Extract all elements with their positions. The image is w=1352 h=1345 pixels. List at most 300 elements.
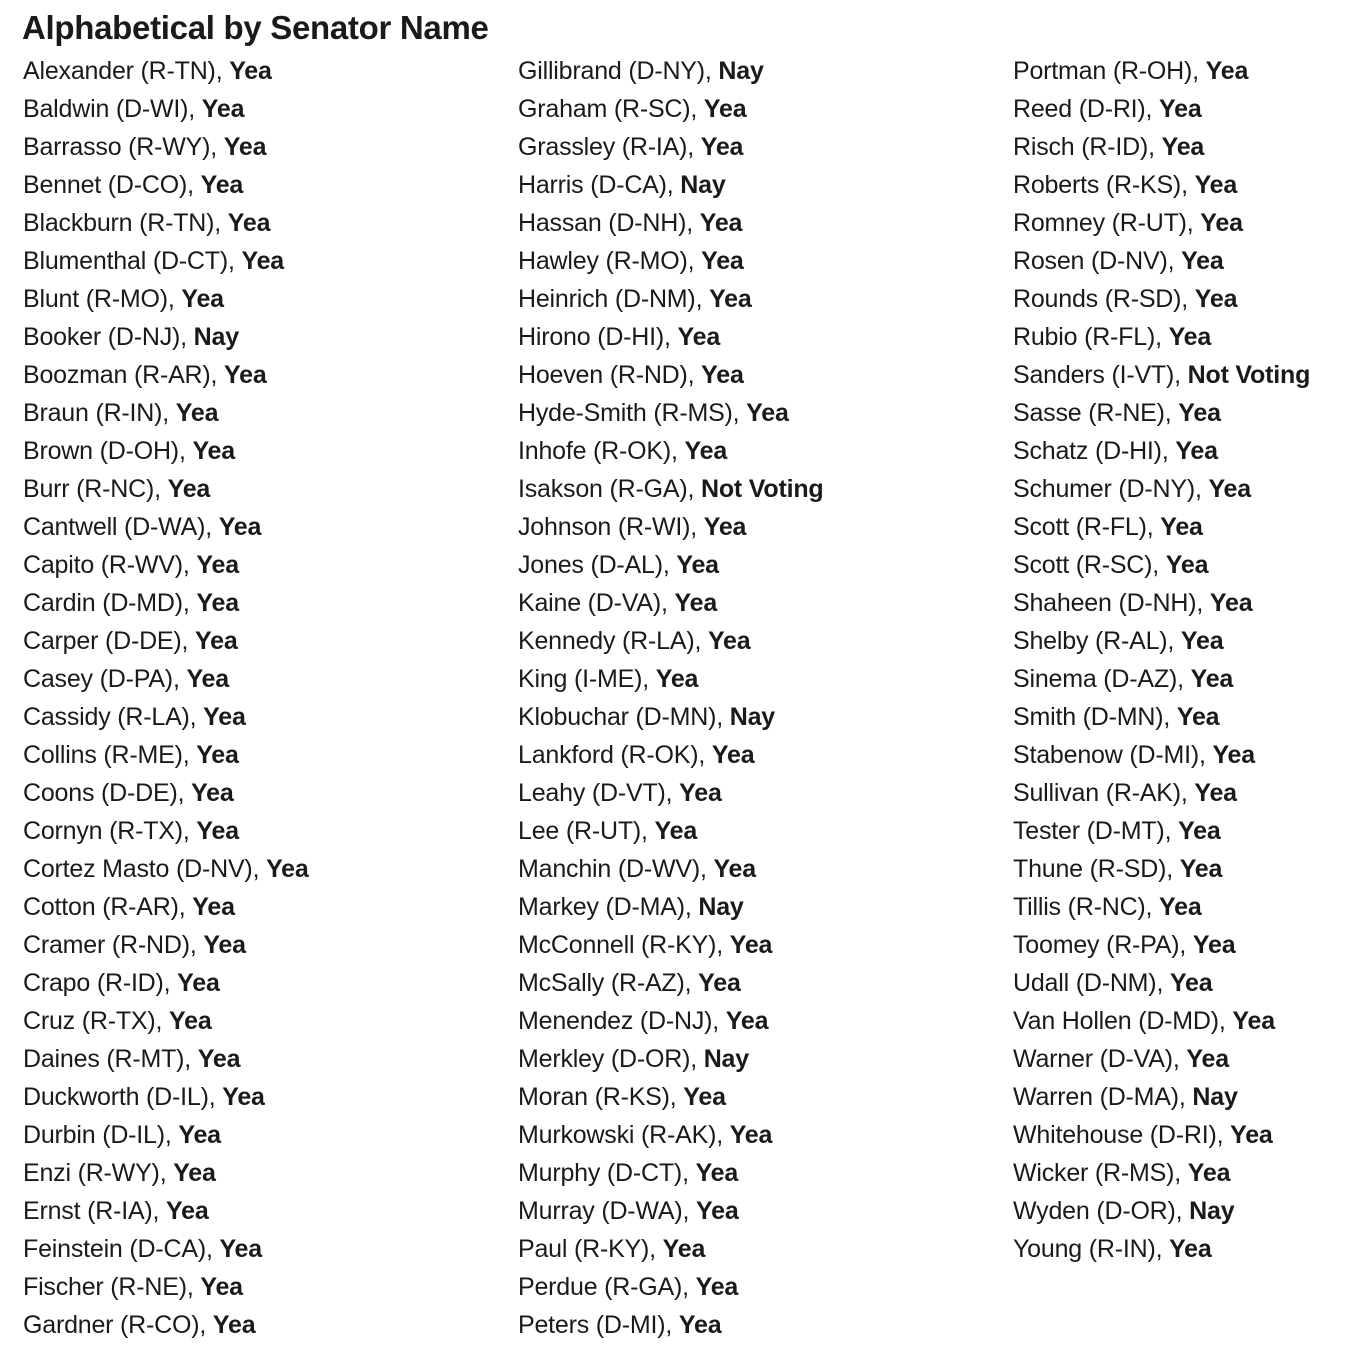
senator-entry [1013,926,1310,964]
senator-entry [1013,1040,1310,1078]
senator-name: Booker (D-NJ) [23,323,181,351]
senator-name: Carper (D-DE) [23,627,182,655]
vote-value: Yea [662,1235,706,1263]
entry-separator: , [716,703,730,731]
vote-value: Nay [193,323,239,351]
senator-name: Thune (R-SD) [1013,855,1167,883]
senator-name: Baldwin (D-WI) [23,95,189,123]
vote-value: Yea [700,133,744,161]
senator-column-1 [23,52,309,1344]
entry-separator: , [682,1197,697,1225]
senator-name: Moran (R-KS) [518,1083,670,1111]
senator-entry [518,1154,823,1192]
senator-name: Cantwell (D-WA) [23,513,206,541]
entry-separator: , [698,741,712,769]
senator-entry [23,90,309,128]
entry-separator: , [186,1273,201,1301]
senator-entry [1013,432,1310,470]
senator-entry [1013,1230,1310,1268]
senator-name: Schatz (D-HI) [1013,437,1162,465]
entry-separator: , [1167,247,1182,275]
senator-name: Alexander (R-TN) [23,57,216,85]
vote-value: Yea [1178,399,1221,427]
senator-name: Murray (D-WA) [518,1197,683,1225]
entry-separator: , [1161,437,1176,465]
vote-value: Yea [1192,931,1236,959]
senator-entry [518,1002,823,1040]
senator-entry [1013,1078,1310,1116]
senator-name: Rubio (R-FL) [1013,323,1156,351]
senator-entry [518,1230,823,1268]
entry-separator: , [699,855,714,883]
vote-value: Nay [729,703,775,731]
vote-value: Yea [177,969,220,997]
vote-value: Yea [713,855,756,883]
senator-name: Kennedy (R-LA) [518,627,695,655]
vote-value: Yea [191,779,234,807]
senator-name: Cassidy (R-LA) [23,703,190,731]
vote-value: Yea [1187,1159,1231,1187]
entry-separator: , [1164,817,1179,845]
vote-value: Yea [1169,1235,1212,1263]
senator-entry [23,356,309,394]
senator-entry [518,394,823,432]
vote-value: Yea [167,475,211,503]
senator-name: Blackburn (R-TN) [23,209,215,237]
senator-entry [518,850,823,888]
vote-value: Yea [1169,969,1213,997]
senator-name: Fischer (R-NE) [23,1273,187,1301]
senator-name: Blumenthal (D-CT) [23,247,228,275]
vote-value: Yea [218,513,262,541]
entry-separator: , [665,779,680,807]
vote-value: Yea [219,1235,262,1263]
entry-separator: , [1192,57,1206,85]
entry-separator: , [181,627,196,655]
vote-value: Yea [200,1273,243,1301]
senator-entry [518,90,823,128]
entry-separator: , [152,1197,167,1225]
entry-separator: , [227,247,242,275]
vote-value: Yea [1161,133,1205,161]
senator-entry [23,52,309,90]
vote-value: Yea [196,741,239,769]
vote-value: Yea [203,703,246,731]
entry-separator: , [642,665,656,693]
entry-separator: , [210,361,225,389]
entry-separator: , [205,513,219,541]
senator-entry [1013,52,1310,90]
entry-separator: , [1156,969,1170,997]
entry-separator: , [1145,95,1160,123]
entry-separator: , [695,285,710,313]
senator-entry [23,888,309,926]
vote-value: Yea [173,1159,216,1187]
vote-value: Yea [674,589,718,617]
senator-name: Daines (R-MT) [23,1045,185,1073]
senator-name: Casey (D-PA) [23,665,173,693]
senator-entry [23,1078,309,1116]
senator-name: Johnson (R-WI) [518,513,691,541]
entry-separator: , [662,551,677,579]
senator-name: Tillis (R-NC) [1013,893,1146,921]
entry-separator: , [664,323,678,351]
senator-name: Sinema (D-AZ) [1013,665,1178,693]
entry-separator: , [1196,589,1210,617]
senator-entry [23,546,309,584]
senator-entry [518,1306,823,1344]
entry-separator: , [682,1159,696,1187]
senator-name: Harris (D-CA) [518,171,667,199]
vote-value: Yea [197,1045,241,1073]
senator-entry [23,508,309,546]
vote-value: Yea [186,665,229,693]
senator-entry [1013,888,1310,926]
entry-separator: , [187,171,201,199]
senator-name: Sanders (I-VT) [1013,361,1175,389]
senator-name: Durbin (D-IL) [23,1121,165,1149]
vote-value: Yea [1168,323,1212,351]
senator-name: Capito (R-WV) [23,551,183,579]
vote-value: Yea [166,1197,209,1225]
entry-separator: , [1164,399,1179,427]
senator-name: Markey (D-MA) [518,893,685,921]
entry-separator: , [687,361,702,389]
vote-value: Yea [1209,589,1253,617]
senator-entry [518,52,823,90]
senator-entry [518,660,823,698]
entry-separator: , [1186,209,1201,237]
senator-entry [23,1268,309,1306]
entry-separator: , [154,475,168,503]
senator-name: Barrasso (R-WY) [23,133,211,161]
senator-entry [23,736,309,774]
entry-separator: , [189,931,204,959]
vote-value: Yea [1159,95,1202,123]
senator-entry [518,774,823,812]
senator-entry [1013,242,1310,280]
senator-entry [518,242,823,280]
senator-entry [518,356,823,394]
vote-value: Yea [683,1083,726,1111]
vote-value: Nay [1192,1083,1238,1111]
senator-name: Inhofe (R-OK) [518,437,672,465]
senator-name: Ernst (R-IA) [23,1197,153,1225]
senator-entry [23,584,309,622]
senator-name: Wyden (D-OR) [1013,1197,1176,1225]
entry-separator: , [1172,1045,1187,1073]
senator-name: Romney (R-UT) [1013,209,1187,237]
senator-name: Manchin (D-WV) [518,855,700,883]
senator-entry [23,318,309,356]
vote-value: Yea [195,627,238,655]
senator-name: Leahy (D-VT) [518,779,666,807]
senator-name: Sullivan (R-AK) [1013,779,1181,807]
senator-entry [518,736,823,774]
senator-name: McSally (R-AZ) [518,969,685,997]
entry-separator: , [1177,665,1191,693]
senator-entry [23,280,309,318]
senator-entry [1013,128,1310,166]
senator-name: Coons (D-DE) [23,779,178,807]
vote-value: Yea [201,95,245,123]
entry-separator: , [1145,893,1160,921]
senator-entry [1013,508,1310,546]
senator-entry [1013,964,1310,1002]
senator-entry [1013,166,1310,204]
vote-value: Yea [1186,1045,1229,1073]
entry-separator: , [177,779,192,807]
vote-value: Yea [1159,893,1202,921]
entry-separator: , [716,1121,730,1149]
vote-value: Nay [718,57,764,85]
senator-entry [23,622,309,660]
entry-separator: , [690,1045,704,1073]
vote-value: Yea [1194,779,1237,807]
senator-name: Toomey (R-PA) [1013,931,1180,959]
senator-entry [518,166,823,204]
senator-name: Bennet (D-CO) [23,171,188,199]
senator-entry [23,1154,309,1192]
entry-separator: , [1148,133,1162,161]
vote-value: Yea [699,209,743,237]
vote-value: Yea [1205,57,1249,85]
entry-separator: , [210,133,224,161]
entry-separator: , [687,133,701,161]
vote-value: Yea [224,361,267,389]
senator-entry [1013,774,1310,812]
senator-entry [23,850,309,888]
senator-entry [1013,1002,1310,1040]
vote-value: Yea [696,1197,739,1225]
vote-value: Yea [725,1007,769,1035]
vote-value: Yea [212,1311,256,1339]
senator-name: Boozman (R-AR) [23,361,211,389]
senator-name: Duckworth (D-IL) [23,1083,209,1111]
senator-name: Hawley (R-MO) [518,247,688,275]
senator-name: Graham (R-SC) [518,95,691,123]
vote-value: Yea [707,627,751,655]
vote-value: Nay [698,893,744,921]
vote-value: Yea [695,1159,739,1187]
entry-separator: , [189,703,204,731]
entry-separator: , [669,1083,684,1111]
senator-name: Warner (D-VA) [1013,1045,1173,1073]
entry-separator: , [159,1159,174,1187]
senator-entry [1013,204,1310,242]
entry-separator: , [694,627,708,655]
senator-name: Cardin (D-MD) [23,589,183,617]
vote-value: Yea [1190,665,1234,693]
senator-entry [23,812,309,850]
vote-value: Not Voting [1187,361,1311,389]
entry-separator: , [1174,1159,1188,1187]
senator-name: Peters (D-MI) [518,1311,666,1339]
entry-separator: , [1218,1007,1233,1035]
senator-entry [1013,1192,1310,1230]
senator-entry [518,318,823,356]
vote-value: Yea [729,1121,773,1149]
vote-value: Nay [703,1045,749,1073]
entry-separator: , [1146,513,1161,541]
entry-separator: , [155,1007,170,1035]
vote-value: Yea [196,817,239,845]
entry-separator: , [182,589,197,617]
senator-name: Heinrich (D-NM) [518,285,696,313]
senator-name: Menendez (D-NJ) [518,1007,713,1035]
entry-separator: , [684,893,699,921]
vote-value: Yea [1212,741,1255,769]
entry-separator: , [1152,551,1166,579]
senator-entry [23,432,309,470]
senator-name: Cortez Masto (D-NV) [23,855,253,883]
vote-value: Yea [1230,1121,1273,1149]
entry-separator: , [665,1311,679,1339]
senator-entry [518,432,823,470]
senator-name: Hirono (D-HI) [518,323,665,351]
vote-value: Yea [746,399,789,427]
senator-entry [23,470,309,508]
senator-name: Jones (D-AL) [518,551,663,579]
senator-entry [518,812,823,850]
vote-value: Yea [1208,475,1251,503]
senator-entry [23,204,309,242]
senator-name: King (I-ME) [518,665,643,693]
senator-name: Rounds (R-SD) [1013,285,1182,313]
senator-name: Feinstein (D-CA) [23,1235,206,1263]
vote-value: Yea [229,57,272,85]
senator-name: Van Hollen (D-MD) [1013,1007,1219,1035]
senator-entry [23,1192,309,1230]
vote-value: Yea [701,247,744,275]
vote-value: Yea [227,209,271,237]
page-title: Alphabetical by Senator Name [22,9,489,46]
entry-separator: , [1194,475,1209,503]
vote-value: Not Voting [700,475,824,503]
vote-value: Yea [709,285,752,313]
senator-name: Shaheen (D-NH) [1013,589,1197,617]
senator-entry [1013,850,1310,888]
vote-value: Yea [1178,817,1221,845]
senator-name: Grassley (R-IA) [518,133,688,161]
senator-entry [23,1040,309,1078]
senator-entry [518,204,823,242]
senator-entry [518,280,823,318]
vote-value: Yea [1165,551,1209,579]
senator-name: Shelby (R-AL) [1013,627,1168,655]
senator-name: Kaine (D-VA) [518,589,662,617]
vote-value: Yea [1179,855,1223,883]
vote-value: Yea [701,361,744,389]
vote-value: Yea [266,855,309,883]
senator-entry [518,1078,823,1116]
vote-value: Yea [676,551,719,579]
senator-name: Rosen (D-NV) [1013,247,1168,275]
entry-separator: , [686,209,700,237]
senator-name: Perdue (R-GA) [518,1273,683,1301]
vote-value: Yea [196,551,239,579]
entry-separator: , [182,551,197,579]
entry-separator: , [178,437,193,465]
senator-entry [23,1002,309,1040]
entry-separator: , [1181,285,1195,313]
senator-name: Tester (D-MT) [1013,817,1165,845]
vote-value: Yea [698,969,741,997]
entry-separator: , [1155,1235,1170,1263]
vote-value: Yea [169,1007,212,1035]
senator-entry [23,128,309,166]
senator-entry [23,926,309,964]
senator-name: Paul (R-KY) [518,1235,650,1263]
senator-name: Udall (D-NM) [1013,969,1157,997]
senator-entry [1013,356,1310,394]
senator-name: Gardner (R-CO) [23,1311,200,1339]
vote-value: Yea [1180,627,1224,655]
senator-entry [1013,318,1310,356]
senator-name: Gillibrand (D-NY) [518,57,705,85]
senator-name: Wicker (R-MS) [1013,1159,1175,1187]
entry-separator: , [164,1121,179,1149]
senator-name: Isakson (R-GA) [518,475,688,503]
vote-value: Nay [680,171,726,199]
entry-separator: , [1175,1197,1190,1225]
senator-name: Portman (R-OH) [1013,57,1193,85]
entry-separator: , [188,95,202,123]
vote-value: Yea [677,323,721,351]
vote-value: Yea [1175,437,1218,465]
senator-entry [1013,584,1310,622]
vote-value: Yea [203,931,246,959]
vote-value: Yea [196,589,239,617]
entry-separator: , [704,57,719,85]
senator-entry [1013,698,1310,736]
vote-value: Yea [1176,703,1220,731]
senator-name: McConnell (R-KY) [518,931,717,959]
senator-name: Braun (R-IN) [23,399,163,427]
senator-entry [1013,622,1310,660]
entry-separator: , [671,437,685,465]
senator-entry [23,660,309,698]
entry-separator: , [682,1273,696,1301]
vote-value: Nay [1189,1197,1235,1225]
entry-separator: , [214,209,228,237]
senator-name: Hassan (D-NH) [518,209,687,237]
senator-name: Sasse (R-NE) [1013,399,1165,427]
senator-name: Blunt (R-MO) [23,285,168,313]
vote-value: Yea [678,1311,722,1339]
vote-value: Yea [1160,513,1203,541]
entry-separator: , [641,817,655,845]
vote-value: Yea [695,1273,739,1301]
senator-entry [518,888,823,926]
senator-entry [518,964,823,1002]
senator-name: Enzi (R-WY) [23,1159,160,1187]
senator-entry [1013,546,1310,584]
vote-value: Yea [703,95,747,123]
vote-value: Yea [1194,171,1238,199]
vote-value: Yea [192,893,235,921]
senator-name: Lankford (R-OK) [518,741,699,769]
entry-separator: , [182,741,197,769]
vote-value: Yea [223,133,267,161]
entry-separator: , [690,513,704,541]
entry-separator: , [666,171,681,199]
entry-separator: , [1167,627,1181,655]
senator-name: Roberts (R-KS) [1013,171,1182,199]
senator-entry [518,926,823,964]
senator-entry [23,394,309,432]
entry-separator: , [1179,931,1193,959]
